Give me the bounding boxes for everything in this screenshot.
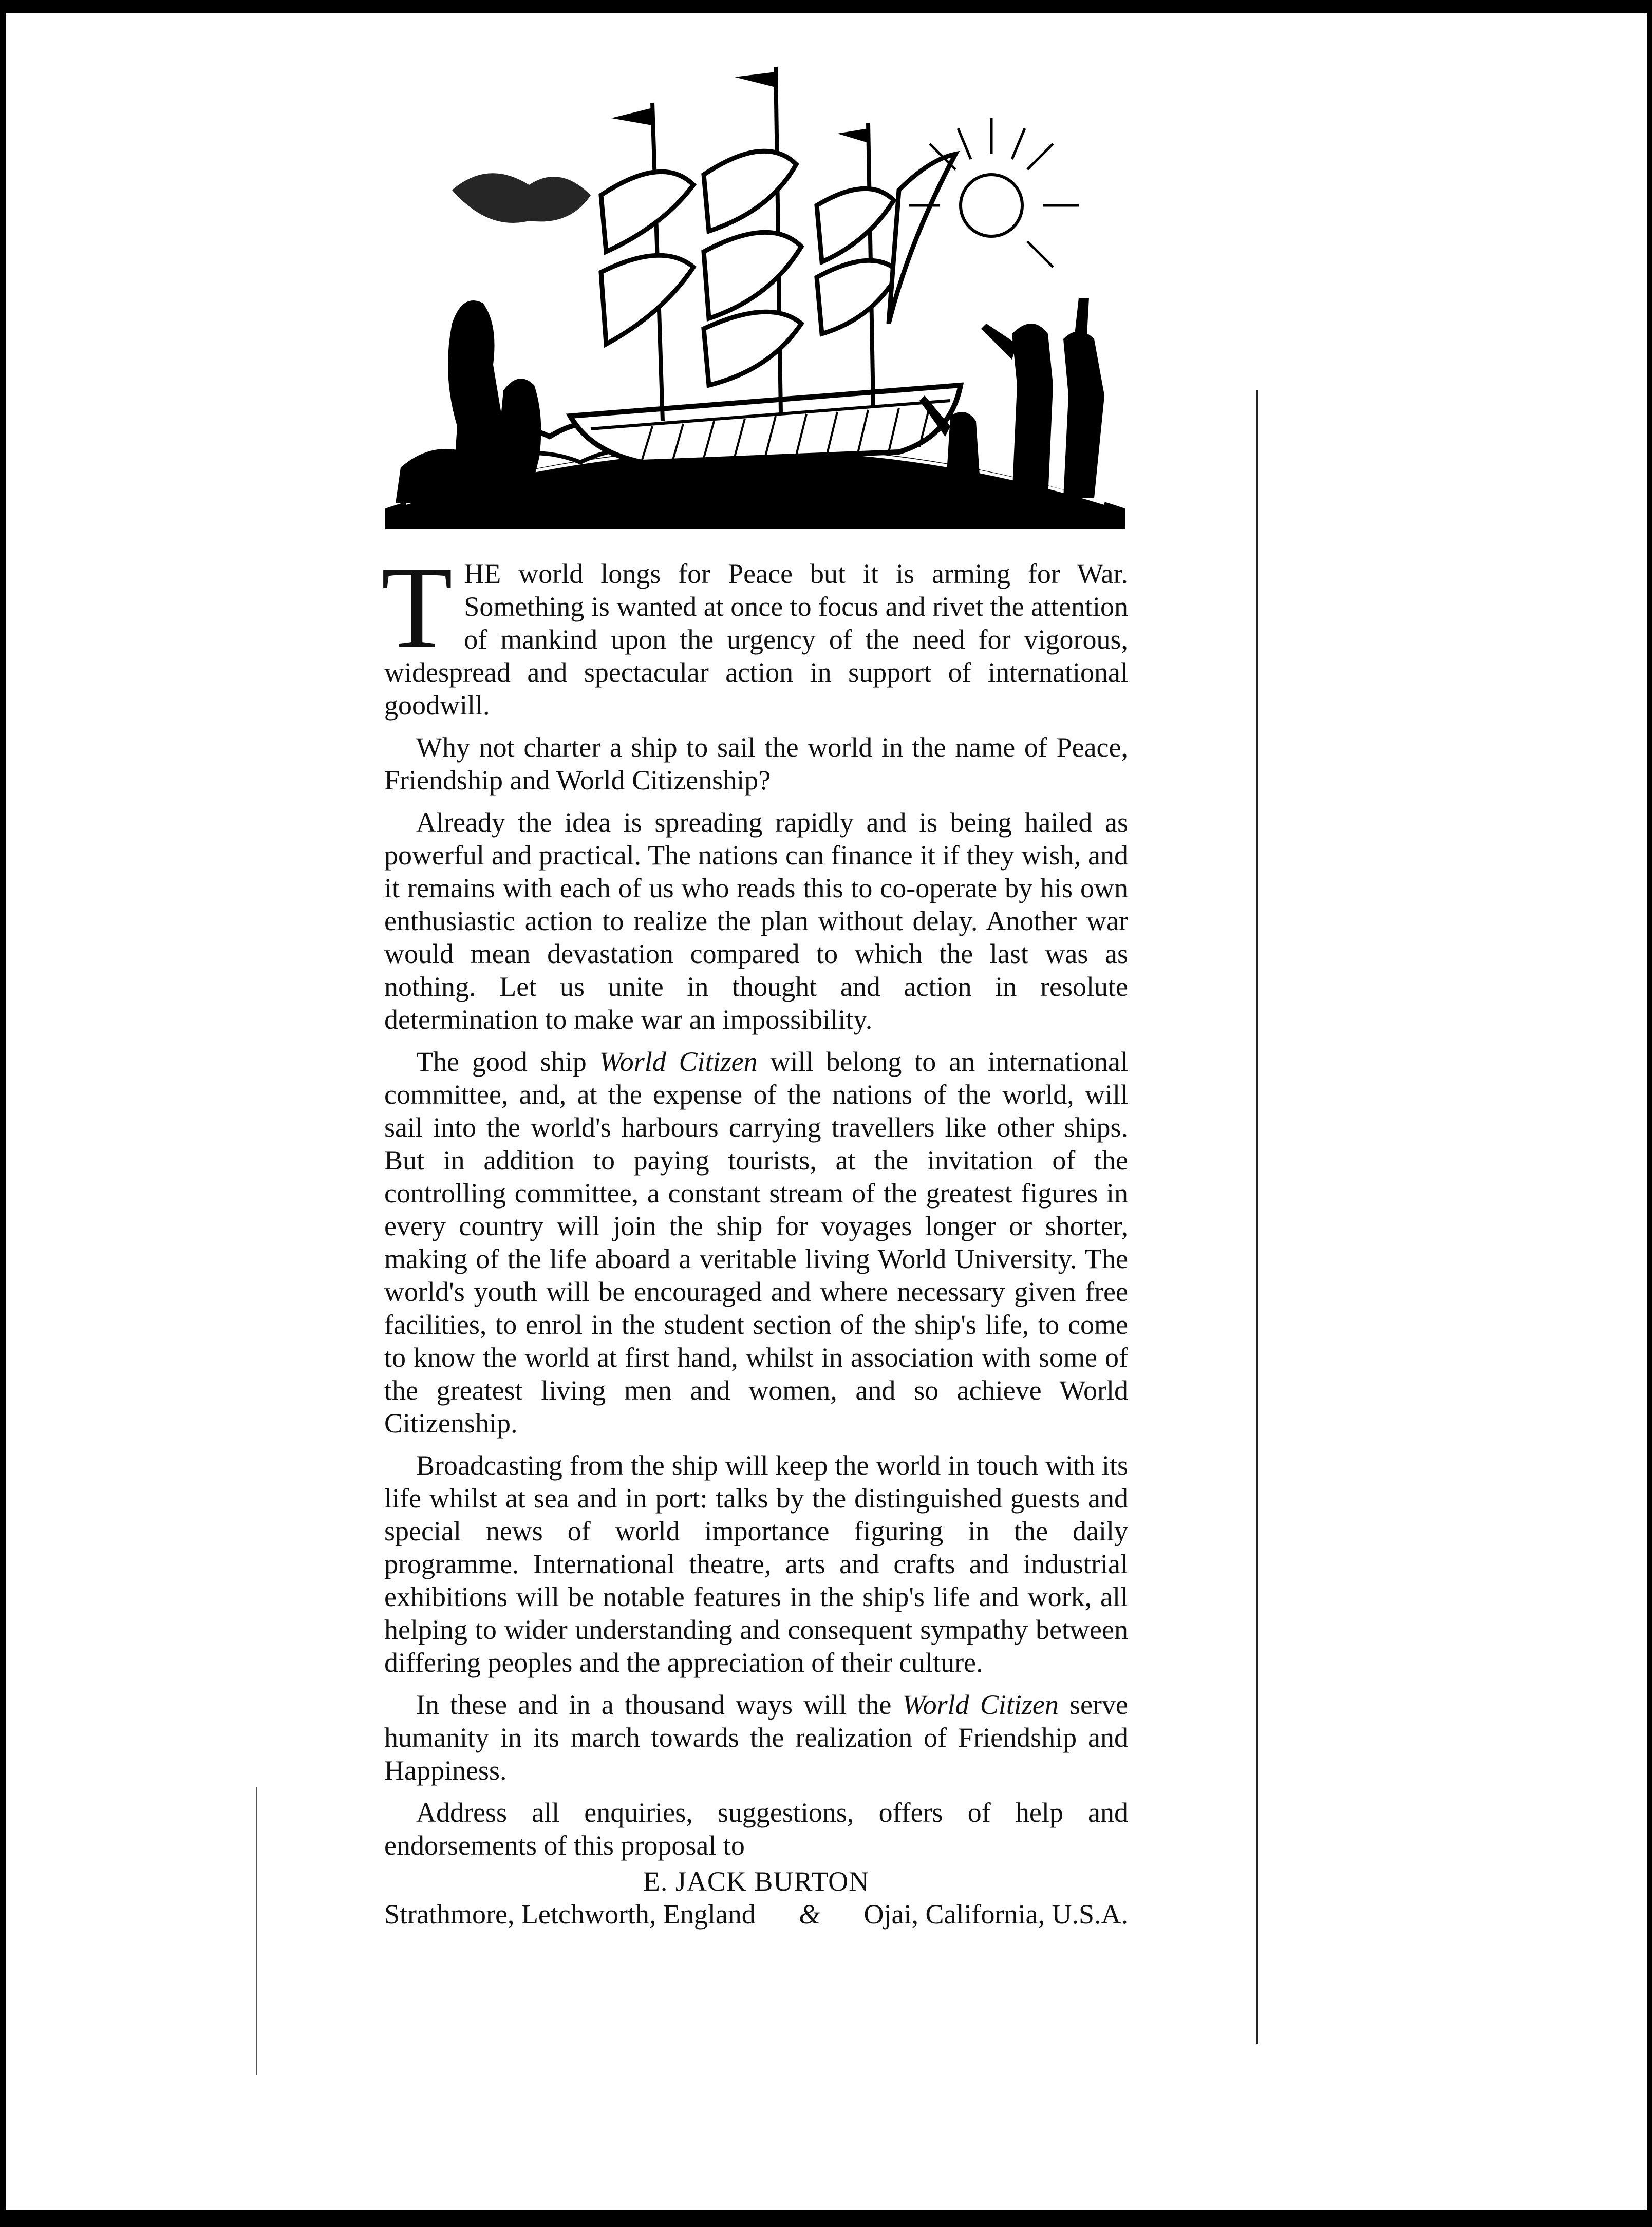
scan-border-right [1647, 0, 1652, 2227]
paragraph-humanity-start: In these and in a thousand ways will the [416, 1689, 903, 1720]
margin-rule [1256, 390, 1258, 2044]
address-line [384, 1898, 1128, 1931]
paragraph-intro [381, 543, 1128, 722]
signature-name: E. JACK BURTON [643, 1866, 870, 1897]
drop-cap: T [381, 543, 453, 672]
paragraph-broadcasting: Broadcasting from the ship will keep the world in touch with its life whilst at sea and in port: talks by the distinguished guests and special news of world importance figuring in the daily programme. International theatre, arts and crafts and industrial exhibitions will be notable features in the ship's life and work, all helping to wider understanding and consequent sympathy between differing peoples and the appreciation of their culture. [384, 1450, 1128, 1678]
paragraph-idea: Already the idea is spreading rapidly and is being hailed as powerful and practical. The nations can finance it if they wish, and it remains with each of us who reads this to co-operate by his own enthusiastic action to realize the plan without delay. Another war would mean devastation compared to which the last was as nothing. Let us unite in thought and action in resolute determination to make war an impossibility. [384, 807, 1128, 1035]
address-ampersand: & [799, 1899, 821, 1930]
paragraph-address: Address all enquiries, suggestions, offers of help and endorsements of this proposal to [384, 1797, 1128, 1861]
address-england: Strathmore, Letchworth, England [384, 1899, 756, 1930]
ship-name: World Citizen [599, 1046, 758, 1077]
paragraph-ship-rest: will belong to an international committee, and, at the expense of the nations of the world, will sail into the world's harbours carrying travellers like other ships. But in addition to paying tourists, at the invitation of the controlling committee, a constant stream of the greatest figures in every country will join the ship for voyages longer or shorter, making of the life aboard a veritable living World University. The world's youth will be encouraged and where necessary given free facilities, to enrol in the student section of the ship's life, to come to know the world at first hand, whilst in association with some of the greatest living men and women, and so achieve World Citizenship. [384, 1046, 1128, 1439]
address-california: Ojai, California, U.S.A. [863, 1899, 1128, 1930]
paragraph-ship-start: The good ship [416, 1046, 599, 1077]
sailing-ship-icon [375, 56, 1135, 529]
paragraph-ship [384, 1045, 1128, 1440]
scan-border-left [0, 0, 6, 2227]
article-body [381, 543, 1128, 1931]
ship-name: World Citizen [902, 1689, 1059, 1720]
paragraph-intro-text: HE world longs for Peace but it is arming for War. Something is wanted at once to focus and rivet the attention of mankind upon the urgency of the need for vigorous, widespread and spectacular action in support of international goodwill. [384, 558, 1128, 721]
paragraph-humanity [384, 1688, 1128, 1787]
paragraph-humanity-rest: serve humanity in its march towards the realization of Friendship and Happiness. [384, 1689, 1128, 1786]
margin-rule-lower [256, 1787, 257, 2075]
paragraph-charter: Why not charter a ship to sail the world in the name of Peace, Friendship and World Citizenship? [384, 732, 1128, 796]
scan-border-top [0, 0, 1652, 13]
scan-border-bottom [0, 2210, 1652, 2227]
